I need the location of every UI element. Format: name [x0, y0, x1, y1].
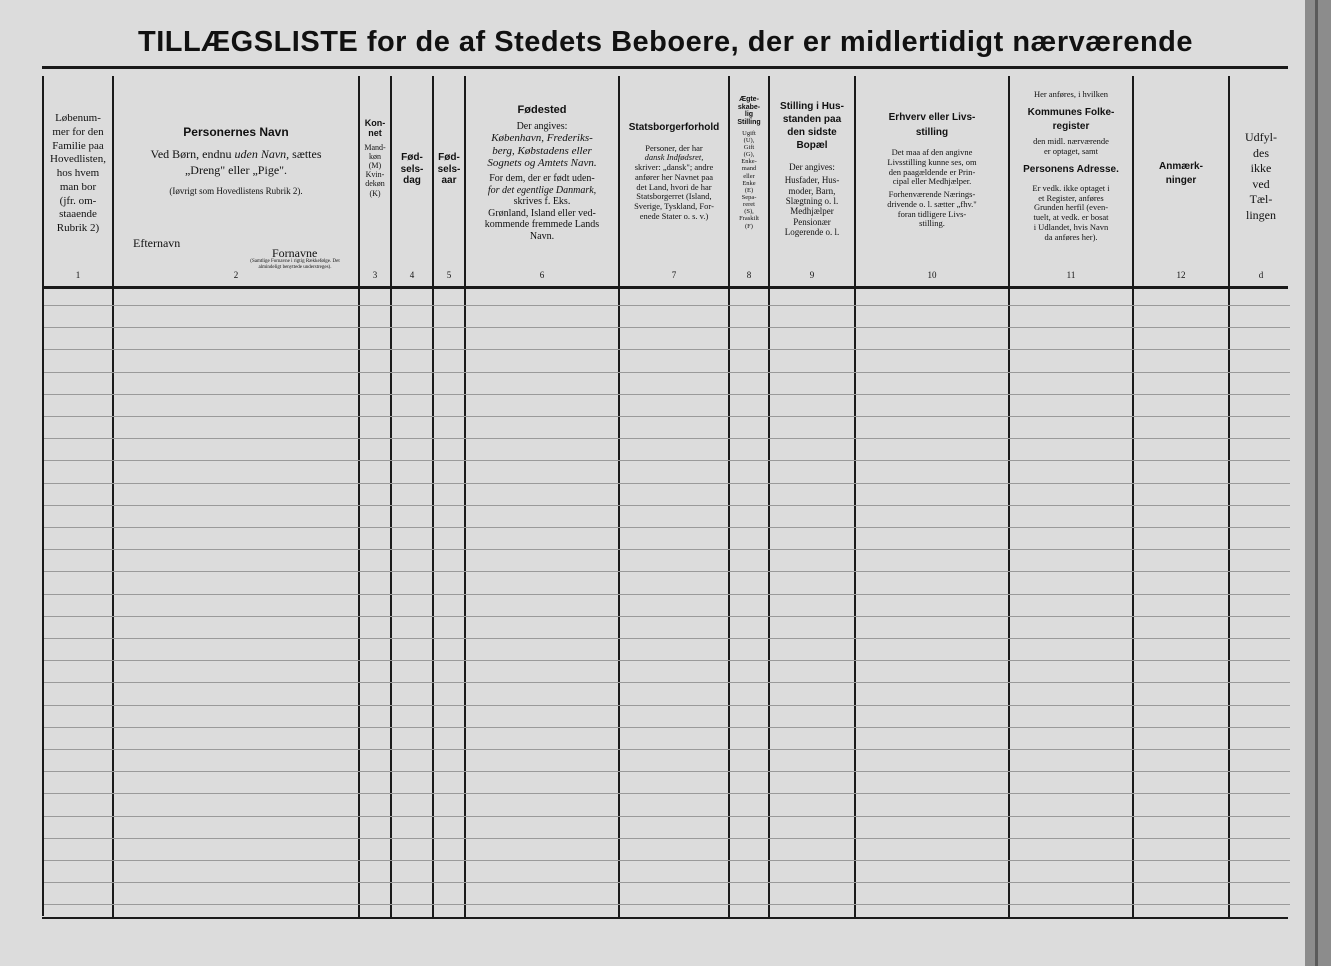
col-3-header: Kon-net Mand- køn (M) Kvin- dekøn (K) [364, 118, 386, 198]
col-num-12: 12 [1176, 270, 1186, 280]
col-9-header: Stilling i Hus-standen paa den sidste Bopæl Der angives: Husfader, Hus- moder, Barn, Slægtning o. l. Medhjælper Pensionær Logerende o. l. [780, 101, 844, 238]
ruled-row-line [44, 882, 1290, 883]
col-7-header: Statsborgerforhold Personer, der har dansk Indfødsret, skriver: „dansk"; andre anfører her Navnet paa det Land, hvori de har Statsborgerret (Island, Sverige, Tyskland, For- enede Stater o. s. v.) [628, 122, 720, 221]
ruled-row-line [44, 749, 1290, 750]
ruled-row-line [44, 527, 1290, 528]
ruled-row-line [44, 793, 1290, 794]
ruled-row-line [44, 372, 1290, 373]
ruled-row-line [44, 349, 1290, 350]
page-edge [1305, 0, 1331, 966]
ruled-row-line [44, 616, 1290, 617]
ruled-row-line [44, 505, 1290, 506]
col-num-5: 5 [446, 270, 452, 280]
col-num-8: 8 [746, 270, 752, 280]
col-11-header: Her anføres, i hvilken Kommunes Folke-register den midl. nærværende er optaget, samt Personens Adresse. Er vedk. ikke optaget i et Register, anføres Grunden herfil (even- tuelt, at vedk. er bosat i Udlandet, hvis Navn da anføres her). [1023, 90, 1119, 242]
ruled-row-line [44, 660, 1290, 661]
col-num-d: d [1258, 270, 1264, 280]
ruled-row-line [44, 838, 1290, 839]
col-num-9: 9 [809, 270, 815, 280]
col-4-header: Fød-sels-dag [400, 152, 424, 186]
col-d-header: Udfyl- des ikke ved Tæl- lingen [1245, 130, 1277, 222]
ruled-row-line [44, 571, 1290, 572]
ruled-row-line [44, 638, 1290, 639]
col-5-header: Fød-sels-aar [437, 152, 461, 186]
col-num-11: 11 [1066, 270, 1076, 280]
col-8-header: Ægte-skabe-lig Stilling Ugift (U), Gift (G), Enke- mand eller Enke (E) Sepa- reret (S), Fraskilt (F) [737, 96, 761, 230]
ruled-row-line [44, 705, 1290, 706]
ruled-row-line [44, 549, 1290, 550]
ruled-row-line [44, 860, 1290, 861]
ruled-row-line [44, 904, 1290, 905]
top-rule [42, 66, 1288, 69]
col-2-fornavne: Fornavne [272, 246, 318, 260]
ruled-row-line [44, 460, 1290, 461]
col-num-3: 3 [372, 270, 378, 280]
bottom-rule [42, 917, 1288, 919]
form-title: TILLÆGSLISTE for de af Stedets Beboere, der er midlertidigt nærværende [137, 26, 1194, 58]
col-num-6: 6 [539, 270, 545, 280]
ruled-row-line [44, 483, 1290, 484]
ruled-row-line [44, 438, 1290, 439]
ruled-row-line [44, 682, 1290, 683]
col-num-4: 4 [409, 270, 415, 280]
col-12-header: Anmærk-ninger [1159, 161, 1203, 186]
ruled-row-line [44, 771, 1290, 772]
col-num-7: 7 [671, 270, 677, 280]
ruled-row-line [44, 327, 1290, 328]
col-2-note: (Samtlige Fornavne i rigtig Rækkefølge. Det almindeligt benyttede understreges). [250, 259, 340, 270]
ruled-row-line [44, 594, 1290, 595]
ruled-row-line [44, 816, 1290, 817]
col-1-header: Løbenum- mer for den Familie paa Hovedlisten, hos hvem man bor (jfr. om- staaende Rubrik 2) [50, 112, 106, 234]
col-10-header: Erhverv eller Livs-stilling Det maa af den angivne Livsstilling kunne ses, om den paagældende er Prin- cipal eller Medhjælper. Forhenværende Nærings- drivende o. l. sætter „fhv." foran tidligere Livs- stilling. [887, 112, 977, 229]
col-num-2: 2 [233, 270, 239, 280]
col-2-efternavn: Efternavn [133, 236, 181, 250]
col-2-header: Personernes Navn Ved Børn, endnu uden Navn, sættes „Dreng" eller „Pige". (Iøvrigt som Hovedlistens Rubrik 2). [150, 125, 322, 196]
col-num-1: 1 [75, 270, 81, 280]
col-num-10: 10 [927, 270, 937, 280]
ruled-row-line [44, 727, 1290, 728]
col-6-header: Fødested Der angives: København, Frederiks- berg, Købstadens eller Sognets og Amtets Navn. For dem, der er født uden- for det egentlige Danmark, skrives f. Eks. Grønland, Island eller ved- kommende fremmede Lands Navn. [484, 104, 600, 242]
ruled-row-line [44, 394, 1290, 395]
ruled-row-line [44, 416, 1290, 417]
